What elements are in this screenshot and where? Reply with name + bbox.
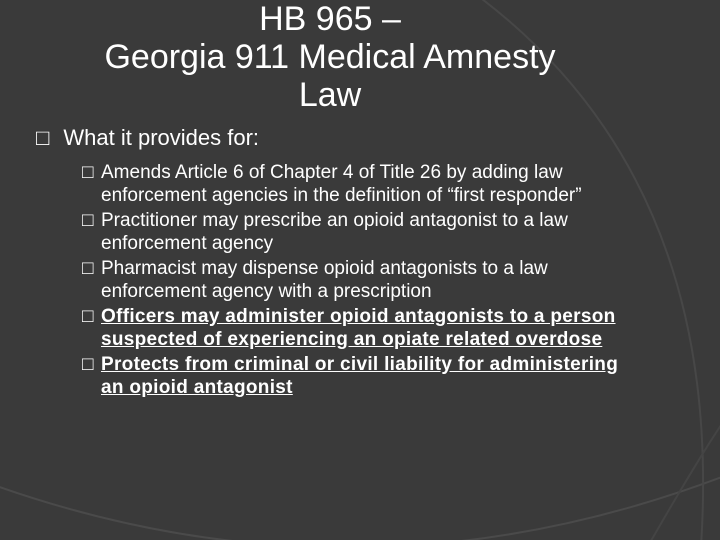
title-line-2: Georgia 911 Medical Amnesty: [104, 38, 556, 76]
item-text: Officers may administer opioid antagonists to a person suspected of experiencing an opiate related overdose: [101, 306, 616, 350]
bullet-marker-icon: □: [82, 258, 94, 279]
list-item-emphasized: [84, 354, 624, 399]
slide-title: [40, 0, 620, 114]
list-item: [84, 210, 624, 255]
bullet-marker-icon: □: [36, 125, 50, 150]
title-line-1: HB 965 –: [259, 0, 401, 38]
bullet-marker-icon: □: [82, 354, 94, 375]
item-text: Practitioner may prescribe an opioid antagonist to a law enforcement agency: [101, 210, 568, 254]
title-line-3: Law: [298, 76, 362, 114]
provisions-list: [84, 162, 624, 402]
top-level-bullet: [36, 125, 259, 151]
item-text: Protects from criminal or civil liability for administering an opioid antagonist: [101, 354, 619, 398]
list-item-emphasized: [84, 306, 624, 351]
bullet-marker-icon: □: [82, 306, 94, 327]
bullet-marker-icon: □: [82, 210, 94, 231]
item-text: Pharmacist may dispense opioid antagonists to a law enforcement agency with a prescription: [101, 258, 548, 302]
list-item: [84, 258, 624, 303]
top-bullet-text: What it provides for:: [63, 125, 260, 150]
bullet-marker-icon: □: [82, 162, 94, 183]
item-text: Amends Article 6 of Chapter 4 of Title 26 by adding law enforcement agencies in the definition of “first responder”: [101, 162, 582, 206]
list-item: [84, 162, 624, 207]
